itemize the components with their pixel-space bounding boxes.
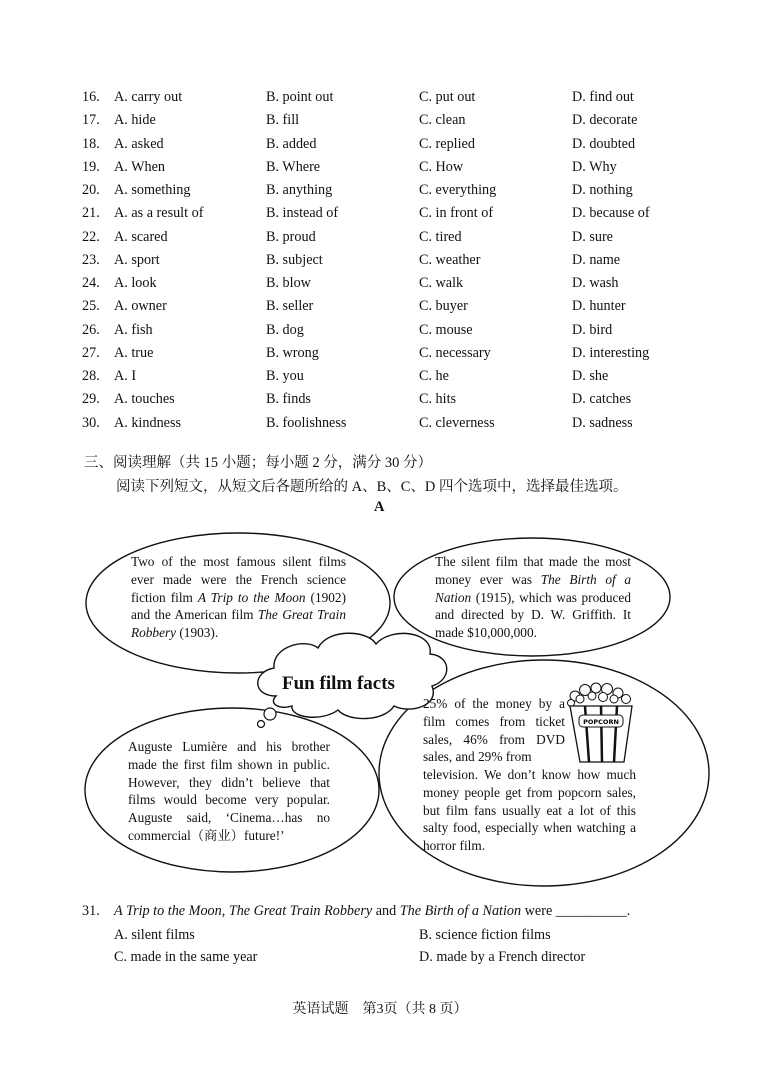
option-b[interactable]: B. science fiction films xyxy=(419,927,551,943)
option-d[interactable]: D. bird xyxy=(572,321,613,338)
question-number: 21. xyxy=(82,205,100,222)
option-a[interactable]: A. touches xyxy=(114,391,175,408)
option-a[interactable]: A. scared xyxy=(114,228,168,245)
choice-row xyxy=(82,156,722,178)
option-c[interactable]: C. cleverness xyxy=(419,414,495,431)
option-a[interactable]: A. fish xyxy=(114,321,153,338)
choice-row xyxy=(82,272,722,294)
option-b[interactable]: B. wrong xyxy=(266,344,319,361)
option-b[interactable]: B. seller xyxy=(266,298,314,315)
option-d[interactable]: D. nothing xyxy=(572,182,633,198)
section-title: 三、阅读理解（共 15 小题；每小题 2 分，满分 30 分） xyxy=(84,455,432,471)
option-b[interactable]: B. Where xyxy=(266,158,321,175)
option-b[interactable]: B. fill xyxy=(266,112,300,129)
question-number: 19. xyxy=(82,158,100,175)
question-number: 29. xyxy=(82,391,100,408)
choice-row xyxy=(82,202,722,224)
question-number: 31. xyxy=(82,903,100,919)
question-stem: A Trip to the Moon, The Great Train Robbery and The Birth of a Nation were __________. xyxy=(114,903,631,919)
option-a[interactable]: A. as a result of xyxy=(114,205,204,222)
option-b[interactable]: B. subject xyxy=(266,251,323,268)
option-c[interactable]: C. tired xyxy=(419,228,462,245)
diagram-center-title: Fun film facts xyxy=(282,673,395,694)
popcorn-label: POPCORN xyxy=(583,718,619,726)
option-d[interactable]: D. wash xyxy=(572,275,619,291)
fact-lumiere: Auguste Lumière and his brother made the first film shown in public. However, they didn’t believe that films would become very popular. Auguste said, ‘Cinema…has no commercial（商业）future!’ xyxy=(128,739,330,843)
option-c[interactable]: C. clean xyxy=(419,112,466,129)
option-c[interactable]: C. weather xyxy=(419,251,481,268)
choice-row xyxy=(82,365,722,387)
cloud-tail-small xyxy=(258,721,265,728)
fact-silent-films: Two of the most famous silent films ever made were the French science fiction film A Trip to the Moon (1902) and the American film The Great Train Robbery (1903). xyxy=(131,554,346,641)
fun-film-facts-diagram xyxy=(0,530,760,900)
option-c[interactable]: C. replied xyxy=(419,135,475,152)
choice-row xyxy=(82,412,722,434)
option-c[interactable]: C. How xyxy=(419,158,464,175)
option-a[interactable]: A. look xyxy=(114,275,157,291)
option-d[interactable]: D. made by a French director xyxy=(419,949,586,965)
choice-row xyxy=(82,319,722,341)
option-b[interactable]: B. finds xyxy=(266,391,311,408)
option-a[interactable]: A. carry out xyxy=(114,89,183,105)
question-number: 16. xyxy=(82,89,100,105)
question-number: 27. xyxy=(82,344,100,361)
question-number: 18. xyxy=(82,135,100,152)
fact-birth-of-a-nation: The silent film that made the most money ever was The Birth of a Nation (1915), which was produced and directed by D. W. Griffith. It made $10,000,000. xyxy=(435,554,631,641)
option-d[interactable]: D. sadness xyxy=(572,414,633,431)
question-number: 17. xyxy=(82,112,100,129)
option-d[interactable]: D. find out xyxy=(572,89,634,105)
option-c[interactable]: C. walk xyxy=(419,275,464,291)
question-number: 25. xyxy=(82,298,100,315)
option-d[interactable]: D. doubted xyxy=(572,135,636,152)
option-d[interactable]: D. interesting xyxy=(572,344,650,361)
choice-row xyxy=(82,179,722,201)
option-a[interactable]: A. kindness xyxy=(114,414,181,431)
option-c[interactable]: C. everything xyxy=(419,182,497,198)
choice-row xyxy=(82,226,722,248)
page-footer: 英语试题 第3页（共 8 页） xyxy=(292,1002,468,1017)
option-c[interactable]: C. in front of xyxy=(419,205,494,222)
option-d[interactable]: D. sure xyxy=(572,228,613,245)
question-number: 22. xyxy=(82,228,100,245)
option-a[interactable]: A. When xyxy=(114,158,165,175)
option-a[interactable]: A. owner xyxy=(114,298,167,315)
option-c[interactable]: C. buyer xyxy=(419,298,468,315)
option-d[interactable]: D. Why xyxy=(572,158,617,175)
option-d[interactable]: D. hunter xyxy=(572,298,626,315)
choice-row xyxy=(82,388,722,410)
option-b[interactable]: B. proud xyxy=(266,228,316,245)
option-b[interactable]: B. added xyxy=(266,135,317,152)
question-number: 30. xyxy=(82,414,100,431)
option-c[interactable]: C. mouse xyxy=(419,321,473,338)
question-number: 24. xyxy=(82,275,100,291)
option-a[interactable]: A. hide xyxy=(114,112,156,129)
option-b[interactable]: B. dog xyxy=(266,321,304,338)
option-b[interactable]: B. instead of xyxy=(266,205,339,222)
question-number: 20. xyxy=(82,182,100,198)
option-d[interactable]: D. because of xyxy=(572,205,650,222)
fact-money-bottom: television. We don’t know how much money people get from popcorn sales, but film fans usually eat a lot of this salty food, especially when watching a horror film. xyxy=(423,767,636,854)
cloud-tail-large xyxy=(264,708,276,720)
option-a[interactable]: A. I xyxy=(114,368,137,384)
option-a[interactable]: A. asked xyxy=(114,135,164,152)
option-d[interactable]: D. name xyxy=(572,251,621,268)
option-c[interactable]: C. made in the same year xyxy=(114,949,258,965)
option-b[interactable]: B. blow xyxy=(266,275,311,291)
choice-row xyxy=(82,295,722,317)
question-number: 26. xyxy=(82,321,100,338)
option-a[interactable]: A. sport xyxy=(114,251,160,268)
fact-money-top: 25% of the money by a film comes from ticket sales, 46% from DVD sales, and 29% from xyxy=(423,696,565,765)
choice-row xyxy=(82,86,722,108)
passage-letter: A xyxy=(374,499,385,515)
section-instruction: 阅读下列短文，从短文后各题所给的 A、B、C、D 四个选项中，选择最佳选项。 xyxy=(116,479,628,495)
option-c[interactable]: C. necessary xyxy=(419,344,491,361)
question-number: 28. xyxy=(82,368,100,384)
option-c[interactable]: C. hits xyxy=(419,391,457,408)
option-b[interactable]: B. you xyxy=(266,368,304,384)
choice-row xyxy=(82,109,722,131)
option-d[interactable]: D. catches xyxy=(572,391,632,408)
option-a[interactable]: A. silent films xyxy=(114,927,195,943)
answer-blank: __________. xyxy=(555,903,631,919)
option-c[interactable]: C. he xyxy=(419,368,449,384)
choice-row xyxy=(82,133,722,155)
question-number: 23. xyxy=(82,251,100,268)
option-d[interactable]: D. decorate xyxy=(572,112,638,129)
option-c[interactable]: C. put out xyxy=(419,89,476,105)
option-b[interactable]: B. foolishness xyxy=(266,414,347,431)
diagram-shapes xyxy=(0,530,760,900)
option-a[interactable]: A. something xyxy=(114,182,191,198)
option-b[interactable]: B. point out xyxy=(266,89,334,105)
option-b[interactable]: B. anything xyxy=(266,182,333,198)
choice-row xyxy=(82,342,722,364)
option-a[interactable]: A. true xyxy=(114,344,154,361)
choice-row xyxy=(82,249,722,271)
option-d[interactable]: D. she xyxy=(572,368,609,384)
question-31 xyxy=(82,903,631,920)
